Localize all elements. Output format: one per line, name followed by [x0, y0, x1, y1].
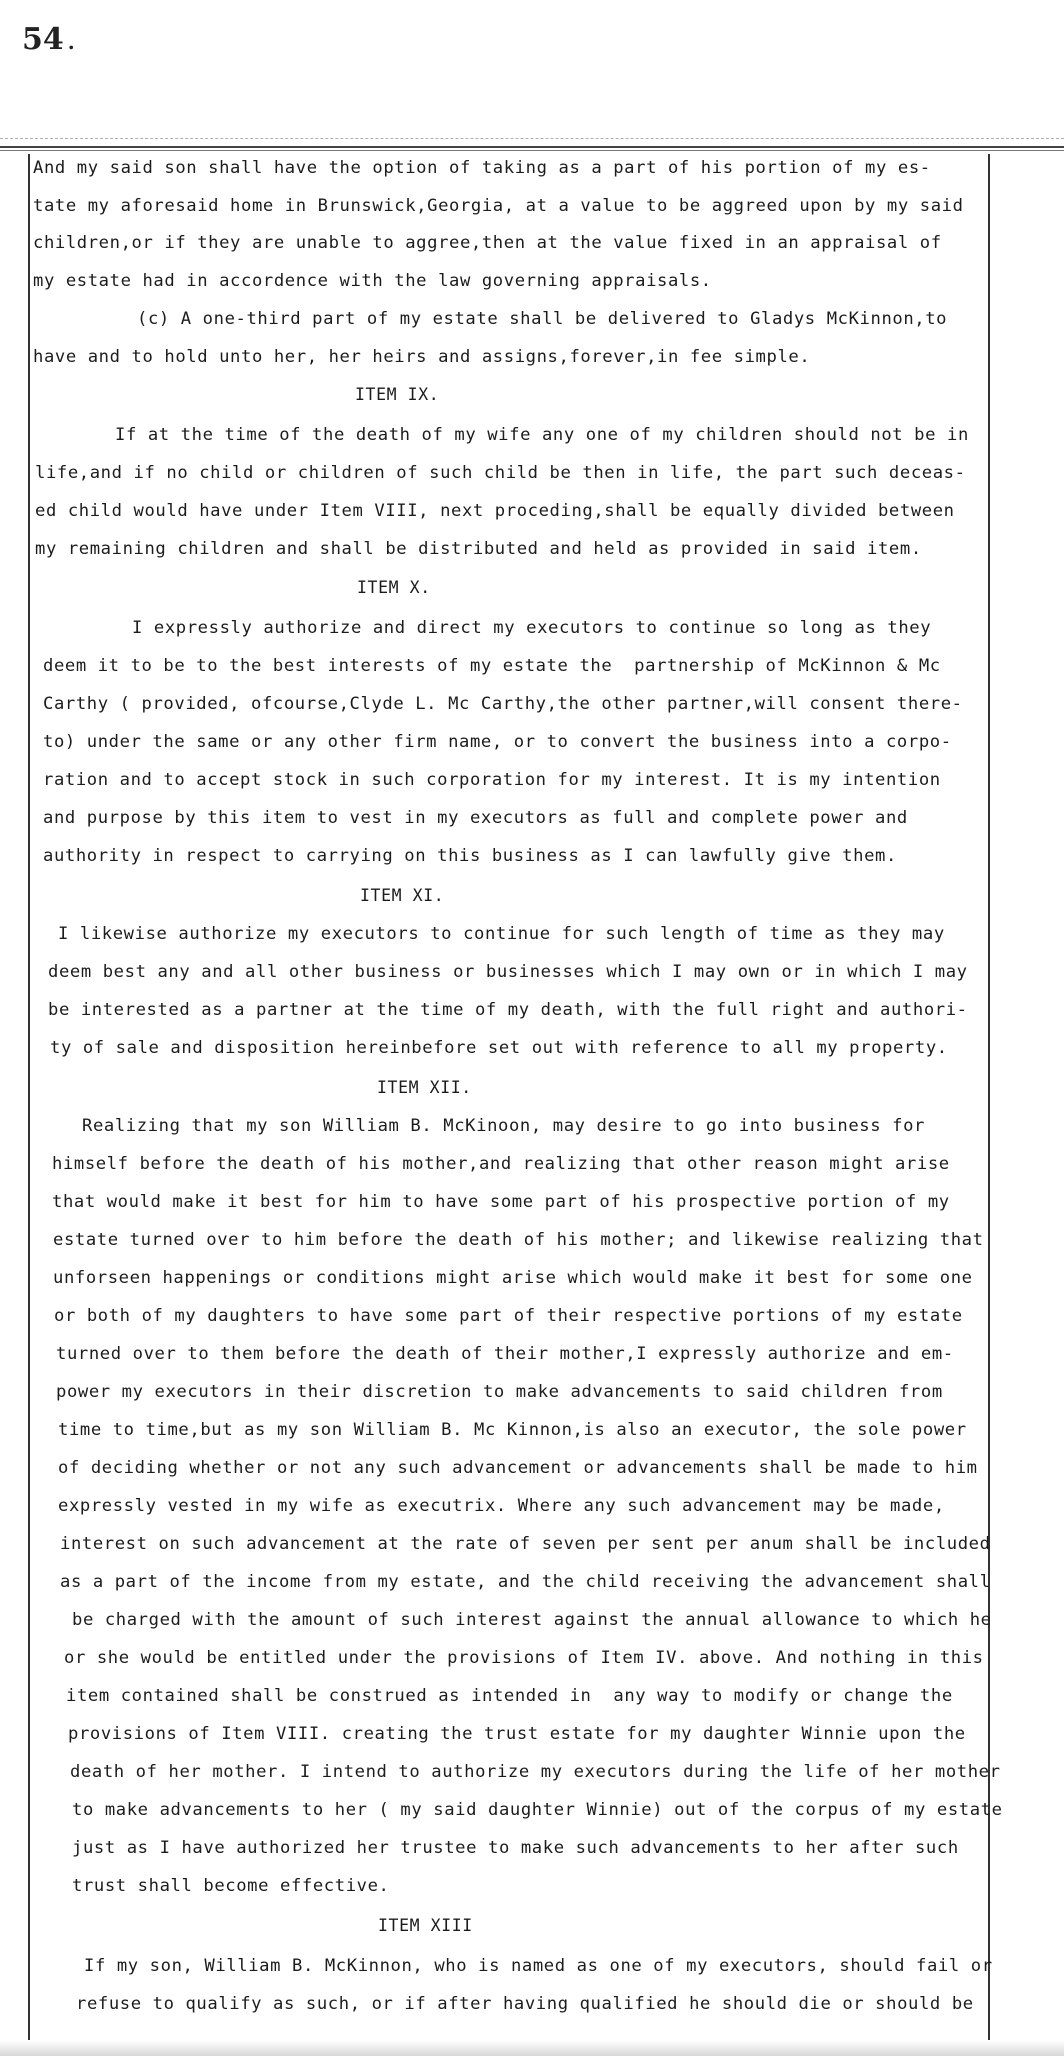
- header-rule-dashed: [0, 138, 1064, 139]
- item-heading: ITEM XI.: [360, 886, 445, 905]
- text-line: I likewise authorize my executors to continue for such length of time as they may: [58, 924, 945, 944]
- scan-bottom-edge: [0, 2040, 1064, 2056]
- text-line: life,and if no child or children of such child be then in life, the part such deceas-: [35, 463, 966, 483]
- text-line: estate turned over to him before the death of his mother; and likewise realizing that: [53, 1230, 984, 1250]
- text-line: (c) A one-third part of my estate shall be delivered to Gladys McKinnon,to: [137, 309, 948, 329]
- header-rule-thick: [0, 146, 1064, 148]
- text-line: that would make it best for him to have some part of his prospective portion of my: [52, 1192, 950, 1212]
- text-line: expressly vested in my wife as executrix. Where any such advancement may be made,: [58, 1496, 945, 1516]
- page-number: [22, 22, 75, 57]
- text-line: and purpose by this item to vest in my executors as full and complete power and: [43, 808, 908, 828]
- page-number-dot: .: [67, 30, 75, 54]
- text-line: turned over to them before the death of their mother,I expressly authorize and em-: [56, 1344, 954, 1364]
- text-line: ty of sale and disposition hereinbefore set out with reference to all my property.: [50, 1038, 948, 1058]
- text-line: be interested as a partner at the time of my death, with the full right and authori-: [48, 1000, 968, 1020]
- text-line: my estate had in accordence with the law governing appraisals.: [33, 271, 712, 291]
- item-heading: ITEM X.: [357, 578, 431, 597]
- text-line: provisions of Item VIII. creating the trust estate for my daughter Winnie upon the: [68, 1724, 966, 1744]
- text-line: of deciding whether or not any such advancement or advancements shall be made to him: [58, 1458, 978, 1478]
- text-line: or she would be entitled under the provisions of Item IV. above. And nothing in this: [64, 1648, 984, 1668]
- text-line: I expressly authorize and direct my executors to continue so long as they: [132, 618, 932, 638]
- text-line: refuse to qualify as such, or if after having qualified he should die or should be: [76, 1994, 974, 2014]
- text-line: deem it to be to the best interests of my estate the partnership of McKinnon & Mc: [43, 656, 941, 676]
- text-line: authority in respect to carrying on this business as I can lawfully give them.: [43, 846, 897, 866]
- text-line: just as I have authorized her trustee to make such advancements to her after such: [72, 1838, 959, 1858]
- text-line: time to time,but as my son William B. Mc Kinnon,is also an executor, the sole power: [58, 1420, 967, 1440]
- text-line: Realizing that my son William B. McKinoon, may desire to go into business for: [82, 1116, 925, 1136]
- text-line: as a part of the income from my estate, and the child receiving the advancement shall: [60, 1572, 991, 1592]
- text-line: death of her mother. I intend to authorize my executors during the life of her mother: [70, 1762, 1001, 1782]
- text-line: power my executors in their discretion to make advancements to said children from: [56, 1382, 943, 1402]
- text-line: tate my aforesaid home in Brunswick,Georgia, at a value to be aggreed upon by my said: [33, 196, 964, 216]
- text-line: himself before the death of his mother,and realizing that other reason might arise: [52, 1154, 950, 1174]
- text-line: interest on such advancement at the rate of seven per sent per anum shall be included: [60, 1534, 991, 1554]
- header-rule-thin: [0, 150, 1064, 151]
- text-line: unforseen happenings or conditions might arise which would make it best for some one: [53, 1268, 973, 1288]
- text-line: ed child would have under Item VIII, next proceding,shall be equally divided between: [35, 501, 955, 521]
- text-line: to make advancements to her ( my said daughter Winnie) out of the corpus of my estate: [72, 1800, 1003, 1820]
- text-line: children,or if they are unable to aggree,then at the value fixed in an appraisal of: [33, 233, 942, 253]
- text-line: my remaining children and shall be distributed and held as provided in said item.: [35, 539, 922, 559]
- text-line: If at the time of the death of my wife any one of my children should not be in: [115, 425, 969, 445]
- text-line: item contained shall be construed as intended in any way to modify or change the: [66, 1686, 953, 1706]
- item-heading: ITEM XII.: [377, 1078, 472, 1097]
- text-line: have and to hold unto her, her heirs and assigns,forever,in fee simple.: [33, 347, 811, 367]
- text-line: deem best any and all other business or businesses which I may own or in which I may: [48, 962, 968, 982]
- item-heading: ITEM IX.: [355, 385, 440, 404]
- text-line: be charged with the amount of such interest against the annual allowance to which he: [72, 1610, 992, 1630]
- text-line: If my son, William B. McKinnon, who is named as one of my executors, should fail or: [84, 1956, 993, 1976]
- text-line: Carthy ( provided, ofcourse,Clyde L. Mc Carthy,the other partner,will consent there-: [43, 694, 963, 714]
- text-line: And my said son shall have the option of taking as a part of his portion of my es-: [33, 158, 931, 178]
- page-number-value: 54: [22, 22, 64, 57]
- text-line: to) under the same or any other firm name, or to convert the business into a corpo-: [43, 732, 952, 752]
- item-heading: ITEM XIII: [378, 1916, 473, 1935]
- text-line: trust shall become effective.: [72, 1876, 390, 1896]
- text-line: ration and to accept stock in such corporation for my interest. It is my intention: [43, 770, 941, 790]
- text-line: or both of my daughters to have some part of their respective portions of my estate: [54, 1306, 963, 1326]
